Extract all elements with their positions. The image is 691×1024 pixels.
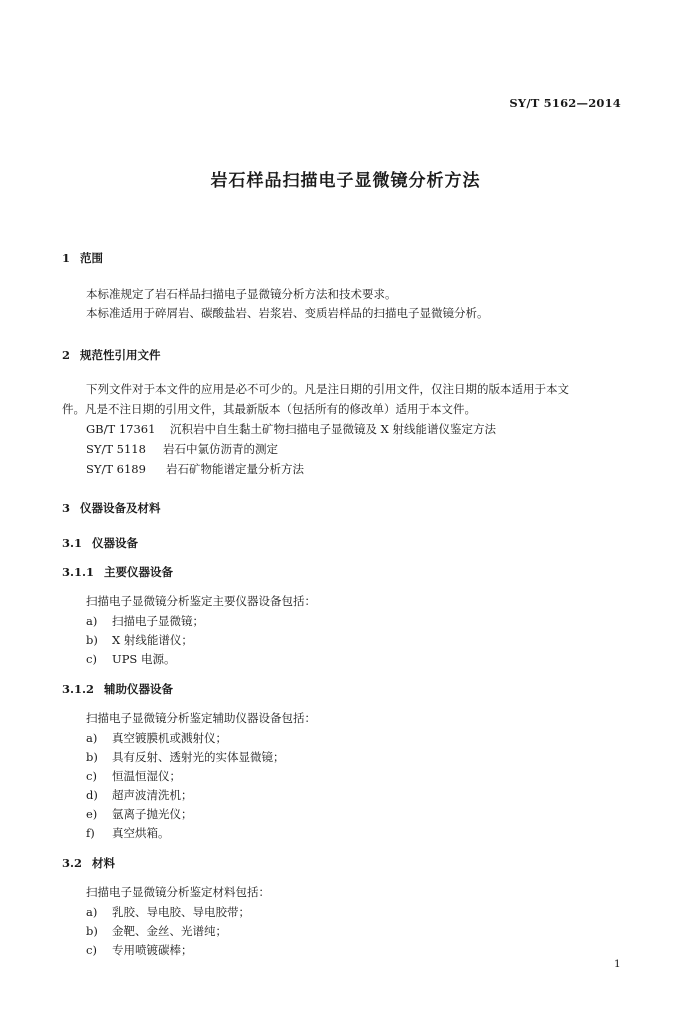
subsection-3-1-heading (62, 535, 138, 551)
reference-code: GB/T 17361 (86, 422, 156, 436)
list-item (86, 806, 193, 822)
list-marker: a) (86, 731, 98, 745)
list-text: 扫描电子显微镜； (112, 614, 204, 628)
list-item (86, 651, 175, 667)
list-marker: b) (86, 750, 98, 764)
standard-number: SY/T 5162—2014 (509, 96, 621, 110)
reference-item (86, 461, 304, 477)
paragraph-line: 扫描电子显微镜分析鉴定主要仪器设备包括： (86, 594, 316, 608)
list-marker: a) (86, 905, 98, 919)
list-item (86, 904, 250, 920)
section-title: 材料 (92, 856, 115, 870)
list-item (86, 787, 193, 803)
section-number: 1 (62, 251, 71, 265)
paragraph-line: 扫描电子显微镜分析鉴定辅助仪器设备包括： (86, 711, 316, 725)
list-text: X 射线能谱仪； (112, 633, 193, 647)
section-title: 主要仪器设备 (104, 565, 173, 579)
list-text: 真空镀膜机或溅射仪； (112, 731, 227, 745)
list-text: 真空烘箱。 (112, 826, 170, 840)
list-marker: c) (86, 943, 97, 957)
page-number: 1 (614, 958, 621, 970)
list-item (86, 749, 285, 765)
list-text: 超声波清洗机； (112, 788, 193, 802)
list-item (86, 632, 193, 648)
list-item (86, 923, 227, 939)
section-title: 范围 (80, 251, 103, 265)
list-item (86, 730, 227, 746)
section-number: 3.1.2 (62, 682, 95, 696)
section-title: 规范性引用文件 (80, 348, 161, 362)
list-text: 具有反射、透射光的实体显微镜； (112, 750, 285, 764)
paragraph-line: 下列文件对于本文件的应用是必不可少的。凡是注日期的引用文件，仅注日期的版本适用于本文 (86, 382, 569, 396)
document-title: 岩石样品扫描电子显微镜分析方法 (210, 171, 481, 191)
paragraph-line: 件。凡是不注日期的引用文件，其最新版本（包括所有的修改单）适用于本文件。 (62, 402, 476, 416)
reference-code: SY/T 5118 (86, 442, 146, 456)
section-title: 仪器设备 (92, 536, 138, 550)
section-number: 3.1.1 (62, 565, 95, 579)
list-text: 金靶、金丝、光谱纯； (112, 924, 227, 938)
list-marker: b) (86, 633, 98, 647)
list-item (86, 768, 181, 784)
section-3-heading (62, 500, 161, 516)
subsection-3-1-2-heading (62, 681, 173, 697)
list-marker: c) (86, 769, 97, 783)
section-number: 3.1 (62, 536, 83, 550)
reference-title: 沉积岩中自生黏土矿物扫描电子显微镜及 X 射线能谱仪鉴定方法 (170, 422, 496, 436)
reference-title: 岩石中氯仿沥青的测定 (163, 442, 278, 456)
subsection-3-2-heading (62, 855, 115, 871)
section-title: 辅助仪器设备 (104, 682, 173, 696)
list-item (86, 825, 170, 841)
section-2-heading (62, 347, 161, 363)
section-number: 3.2 (62, 856, 83, 870)
section-1-heading (62, 250, 103, 266)
list-item (86, 613, 204, 629)
paragraph-line: 本标准适用于碎屑岩、碳酸盐岩、岩浆岩、变质岩样品的扫描电子显微镜分析。 (86, 306, 489, 320)
section-number: 2 (62, 348, 71, 362)
section-title: 仪器设备及材料 (80, 501, 161, 515)
list-text: 乳胶、导电胶、导电胶带； (112, 905, 250, 919)
list-text: UPS 电源。 (112, 652, 176, 666)
list-marker: d) (86, 788, 98, 802)
reference-item (86, 421, 496, 437)
list-item (86, 942, 193, 958)
list-marker: e) (86, 807, 98, 821)
list-marker: c) (86, 652, 97, 666)
list-marker: b) (86, 924, 98, 938)
reference-code: SY/T 6189 (86, 462, 146, 476)
reference-item (86, 441, 278, 457)
list-marker: f) (86, 826, 95, 840)
reference-title: 岩石矿物能谱定量分析方法 (166, 462, 304, 476)
list-text: 氩离子抛光仪； (112, 807, 193, 821)
list-text: 专用喷镀碳棒； (112, 943, 193, 957)
section-number: 3 (62, 501, 71, 515)
list-text: 恒温恒湿仪； (112, 769, 181, 783)
subsection-3-1-1-heading (62, 564, 173, 580)
paragraph-line: 本标准规定了岩石样品扫描电子显微镜分析方法和技术要求。 (86, 287, 397, 301)
paragraph-line: 扫描电子显微镜分析鉴定材料包括： (86, 885, 270, 899)
list-marker: a) (86, 614, 98, 628)
